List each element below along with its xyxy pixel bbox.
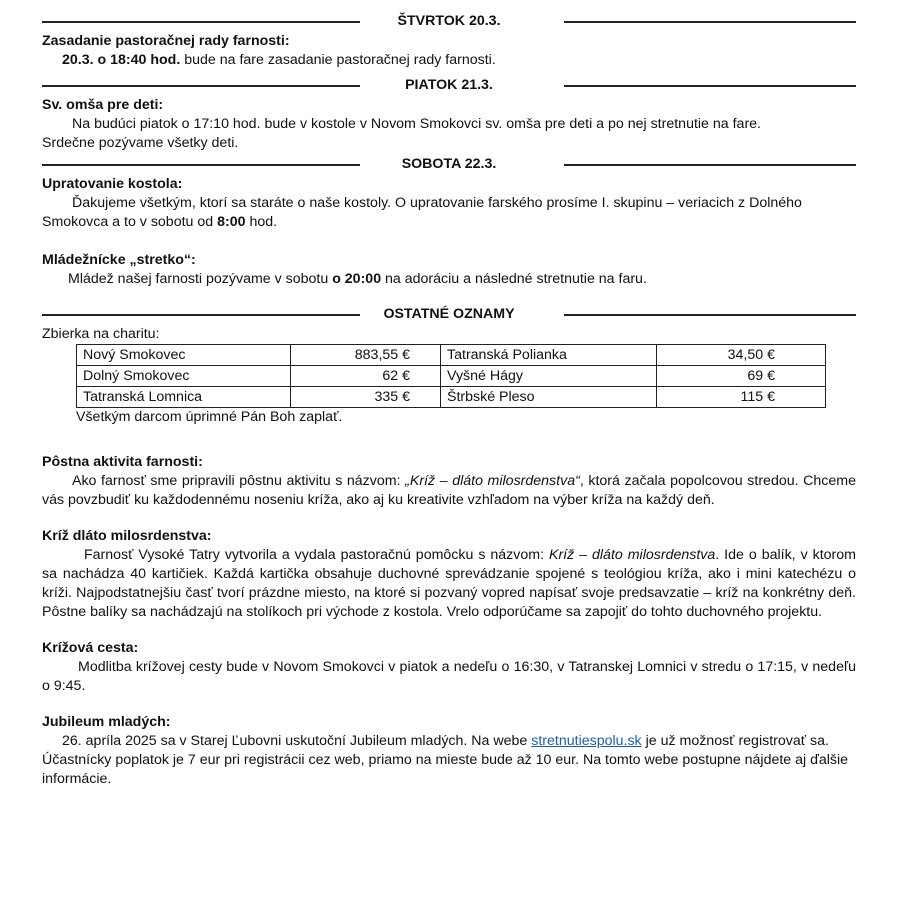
text: , ktorá začala popolcovou stredou. Chceme vás povzbudiť ku každodennému noseniu kríža, ako aj ku kreativite vzhľadom na výber kríža na každý deň. — [42, 473, 856, 508]
amount-cell: 62 € — [291, 366, 441, 387]
section-heading: Mládežnícke „stretko“: — [42, 252, 196, 268]
paragraph — [42, 51, 856, 70]
collection-label: Zbierka na charitu: — [42, 326, 160, 342]
section-heading: Upratovanie kostola: — [42, 176, 183, 192]
day-title: SOBOTA 22.3. — [396, 155, 503, 174]
paragraph — [42, 732, 856, 789]
text: bude na fare zasadanie pastoračnej rady farnosti. — [180, 52, 496, 68]
place-cell: Dolný Smokovec — [77, 366, 291, 387]
header-rule — [564, 21, 856, 23]
place-cell: Štrbské Pleso — [441, 387, 657, 408]
text: hod. — [245, 214, 278, 230]
day-title: PIATOK 21.3. — [399, 76, 499, 95]
text: Ako farnosť sme pripravili pôstnu aktivitu s názvom: — [72, 473, 406, 489]
collection-table — [76, 344, 826, 408]
website-link[interactable]: stretnutiespolu.sk — [531, 733, 642, 749]
header-rule — [564, 164, 856, 166]
amount-cell: 335 € — [291, 387, 441, 408]
spacer — [42, 622, 856, 639]
amount-cell: 115 € — [656, 387, 825, 408]
day-title: OSTATNÉ OZNAMY — [377, 305, 520, 324]
bold-time: 8:00 — [217, 214, 246, 230]
italic-title: Kríž – dláto milosrdenstva — [548, 547, 716, 563]
spacer — [42, 232, 856, 251]
table-row — [77, 387, 826, 408]
text: 26. apríla 2025 sa v Starej Ľubovni uskutoční Jubileum mladých. Na webe — [62, 733, 532, 749]
section-heading: Zasadanie pastoračnej rady farnosti: — [42, 33, 290, 49]
spacer — [42, 427, 856, 453]
place-cell: Tatranská Lomnica — [77, 387, 291, 408]
text: . Ide o balík, v ktorom sa nachádza 40 kartičiek. Každá kartička obsahuje duchovné sprevádzanie spojené s teológiou kríža, ako i mini katechézu o kríži. Najpodstatnejšiu časť tvorí prázdne miesto, na ktoré si pozvaný vopred napísať svoje predsavzatie – kríž na konkrétny deň. Pôstne balíky sa nachádzajú na stolíkoch pri východe z kostola. Vrelo odporúčame sa zapojiť do tohto duchovného projektu. — [42, 547, 856, 620]
section-heading: Pôstna aktivita farnosti: — [42, 454, 203, 470]
header-rule — [42, 85, 360, 87]
day-header-other — [42, 303, 856, 325]
day-header-saturday — [42, 153, 856, 175]
day-header-friday — [42, 74, 856, 96]
paragraph: Modlitba krížovej cesty bude v Novom Smokovci v piatok a nedeľu o 16:30, v Tatranskej Lomnici v stredu o 17:15, v nedeľu o 9:45. — [42, 659, 856, 694]
section-heading: Kríž dláto milosrdenstva: — [42, 528, 212, 544]
section-heading: Sv. omša pre deti: — [42, 97, 164, 113]
paragraph: Na budúci piatok o 17:10 hod. bude v kostole v Novom Smokovci sv. omša pre deti a po nej stretnutie na fare. — [72, 116, 762, 132]
spacer — [42, 510, 856, 527]
paragraph — [42, 270, 856, 289]
header-rule — [564, 85, 856, 87]
table-row — [77, 366, 826, 387]
spacer — [42, 696, 856, 713]
place-cell: Nový Smokovec — [77, 345, 291, 366]
bold-time: o 20:00 — [332, 271, 382, 287]
text: Mládež našej farnosti pozývame v sobotu — [68, 271, 333, 287]
place-cell: Tatranská Polianka — [441, 345, 657, 366]
text: Ďakujeme všetkým, ktorí sa staráte o naše kostoly. O upratovanie farského prosíme I. skupinu – veriacich z Dolného Smokovca a to v sobotu od — [42, 195, 802, 230]
amount-cell: 883,55 € — [291, 345, 441, 366]
paragraph: Srdečne pozývame všetky deti. — [42, 135, 239, 151]
header-rule — [42, 314, 360, 316]
header-rule — [564, 314, 856, 316]
day-title: ŠTVRTOK 20.3. — [391, 12, 506, 31]
text: je už možnosť registrovať sa. Účastnícky poplatok je 7 eur pri registrácii cez web, priamo na mieste bude až 10 eur. Na tomto webe postupne nájdete aj ďalšie informácie. — [42, 733, 849, 787]
section-heading: Krížová cesta: — [42, 640, 139, 656]
paragraph — [42, 472, 856, 510]
amount-cell: 34,50 € — [656, 345, 825, 366]
amount-cell: 69 € — [656, 366, 825, 387]
paragraph — [42, 546, 856, 622]
italic-title: „Kríž – dláto milosrdenstva“ — [405, 473, 580, 489]
bulletin-page — [42, 10, 856, 789]
paragraph — [42, 194, 856, 232]
text: Farnosť Vysoké Tatry vytvorila a vydala pastoračnú pomôcku s názvom: — [84, 547, 549, 563]
text: na adoráciu a následné stretnutie na faru. — [381, 271, 647, 287]
bold-time: 20.3. o 18:40 hod. — [62, 52, 181, 68]
thanks-text: Všetkým darcom úprimné Pán Boh zaplať. — [76, 409, 343, 425]
header-rule — [42, 21, 360, 23]
day-header-thursday — [42, 10, 856, 32]
place-cell: Vyšné Hágy — [441, 366, 657, 387]
header-rule — [42, 164, 360, 166]
section-heading: Jubileum mladých: — [42, 714, 171, 730]
table-row — [77, 345, 826, 366]
